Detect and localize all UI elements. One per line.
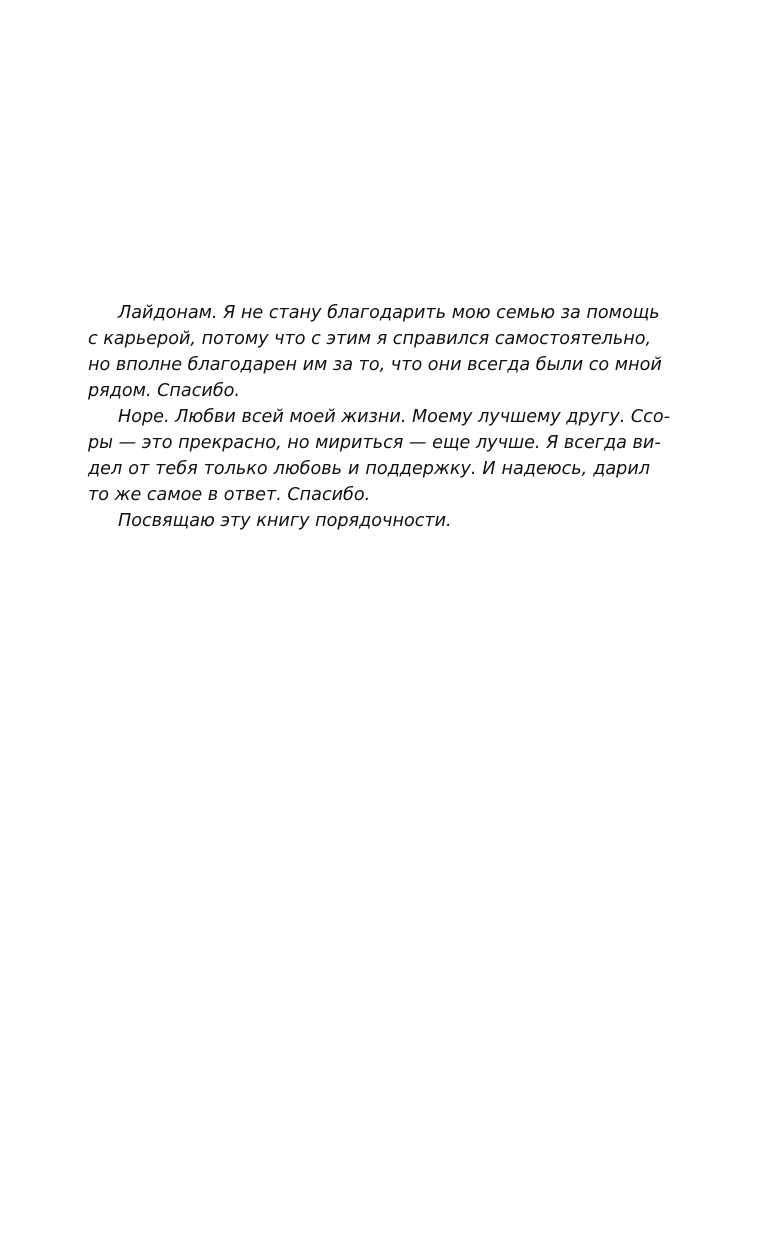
text-line: ры — это прекрасно, но мириться — еще лучше. Я всегда ви- — [88, 433, 661, 453]
text-line: то же самое в ответ. Спасибо. — [88, 485, 371, 505]
text-line: Норе. Любви всей моей жизни. Моему лучшему другу. Ссо- — [118, 407, 670, 427]
text-line: с карьерой, потому что с этим я справился самостоятельно, — [88, 329, 652, 349]
paragraph-dedication — [88, 508, 650, 534]
text-line: но вполне благодарен им за то, что они всегда были со мной — [88, 355, 662, 375]
text-line: Лайдонам. Я не стану благодарить мою семью за помощь — [118, 303, 660, 323]
text-line: рядом. Спасибо. — [88, 381, 241, 401]
text-line: Посвящаю эту книгу порядочности. — [118, 511, 452, 531]
text-line: дел от тебя только любовь и поддержку. И надеюсь, дарил — [88, 459, 650, 479]
paragraph-family — [88, 300, 662, 404]
dedication-text — [88, 300, 670, 534]
paragraph-nora — [88, 404, 670, 508]
